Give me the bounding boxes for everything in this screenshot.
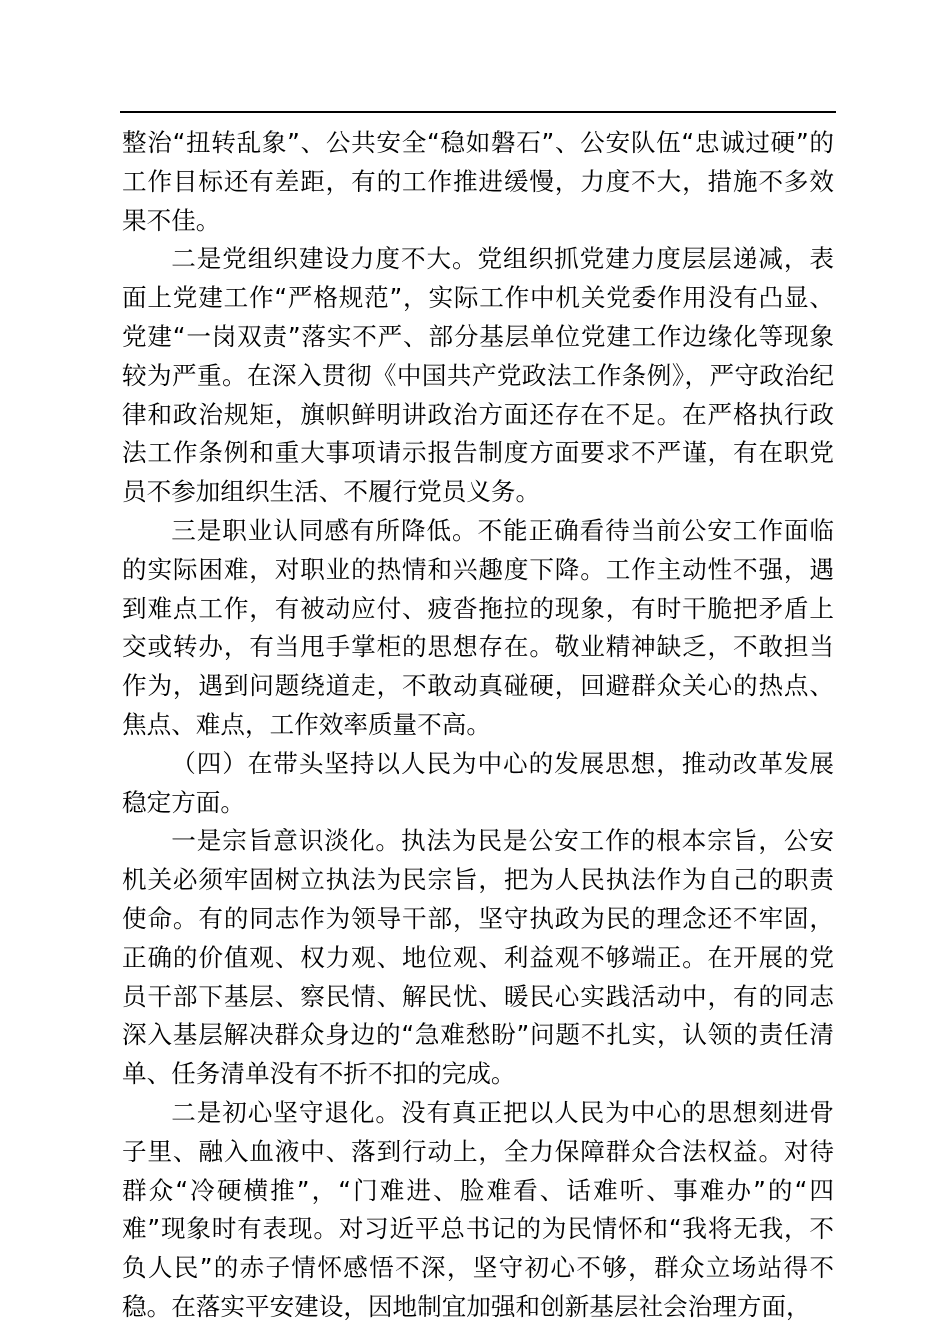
section-heading-four: （四）在带头坚持以人民为中心的发展思想，推动改革发展稳定方面。 <box>122 748 834 817</box>
paragraph-original-aspiration: 二是初心坚守退化。没有真正把以人民为中心的思想刻进骨子里、融入血液中、落到行动上，全力保障群众合法权益。对待群众“冷硬横推”，“门难进、脸难看、话难听、事难办”的“四难”现象时有表现。对习近平总书记的为民情怀和“我将无我，不负人民”的赤子情怀感悟不深，坚守初心不够，群众立场站得不稳。在落实平安建设，因地制宜加强和创新基层社会治理方面， <box>122 1097 834 1321</box>
paragraph-party-organization: 二是党组织建设力度不大。党组织抓党建力度层层递减，表面上党建工作“严格规范”，实际工作中机关党委作用没有凸显、党建“一岗双责”落实不严、部分基层单位党建工作边缘化等现象较为严重。在深入贯彻《中国共产党政法工作条例》，严守政治纪律和政治规矩，旗帜鲜明讲政治方面还存在不足。在严格执行政法工作条例和重大事项请示报告制度方面要求不严谨，有在职党员不参加组织生活、不履行党员义务。 <box>122 244 834 507</box>
document-body <box>122 124 834 1327</box>
paragraph-professional-identity: 三是职业认同感有所降低。不能正确看待当前公安工作面临的实际困难，对职业的热情和兴趣度下降。工作主动性不强，遇到难点工作，有被动应付、疲沓拖拉的现象，有时干脆把矛盾上交或转办，有当甩手掌柜的思想存在。敬业精神缺乏，不敢担当作为，遇到问题绕道走，不敢动真碰硬，回避群众关心的热点、焦点、难点，工作效率质量不高。 <box>122 515 834 739</box>
header-rule <box>120 111 836 113</box>
paragraph-continuation: 整治“扭转乱象”、公共安全“稳如磐石”、公安队伍“忠诚过硬”的工作目标还有差距，有的工作推进缓慢，力度不大，措施不多效果不佳。 <box>122 128 834 235</box>
paragraph-purpose-awareness: 一是宗旨意识淡化。执法为民是公安工作的根本宗旨，公安机关必须牢固树立执法为民宗旨，把为人民执法作为自己的职责使命。有的同志作为领导干部，坚守执政为民的理念还不牢固，正确的价值观、权力观、地位观、利益观不够端正。在开展的党员干部下基层、察民情、解民忧、暖民心实践活动中，有的同志深入基层解决群众身边的“急难愁盼”问题不扎实，认领的责任清单、任务清单没有不折不扣的完成。 <box>122 826 834 1089</box>
